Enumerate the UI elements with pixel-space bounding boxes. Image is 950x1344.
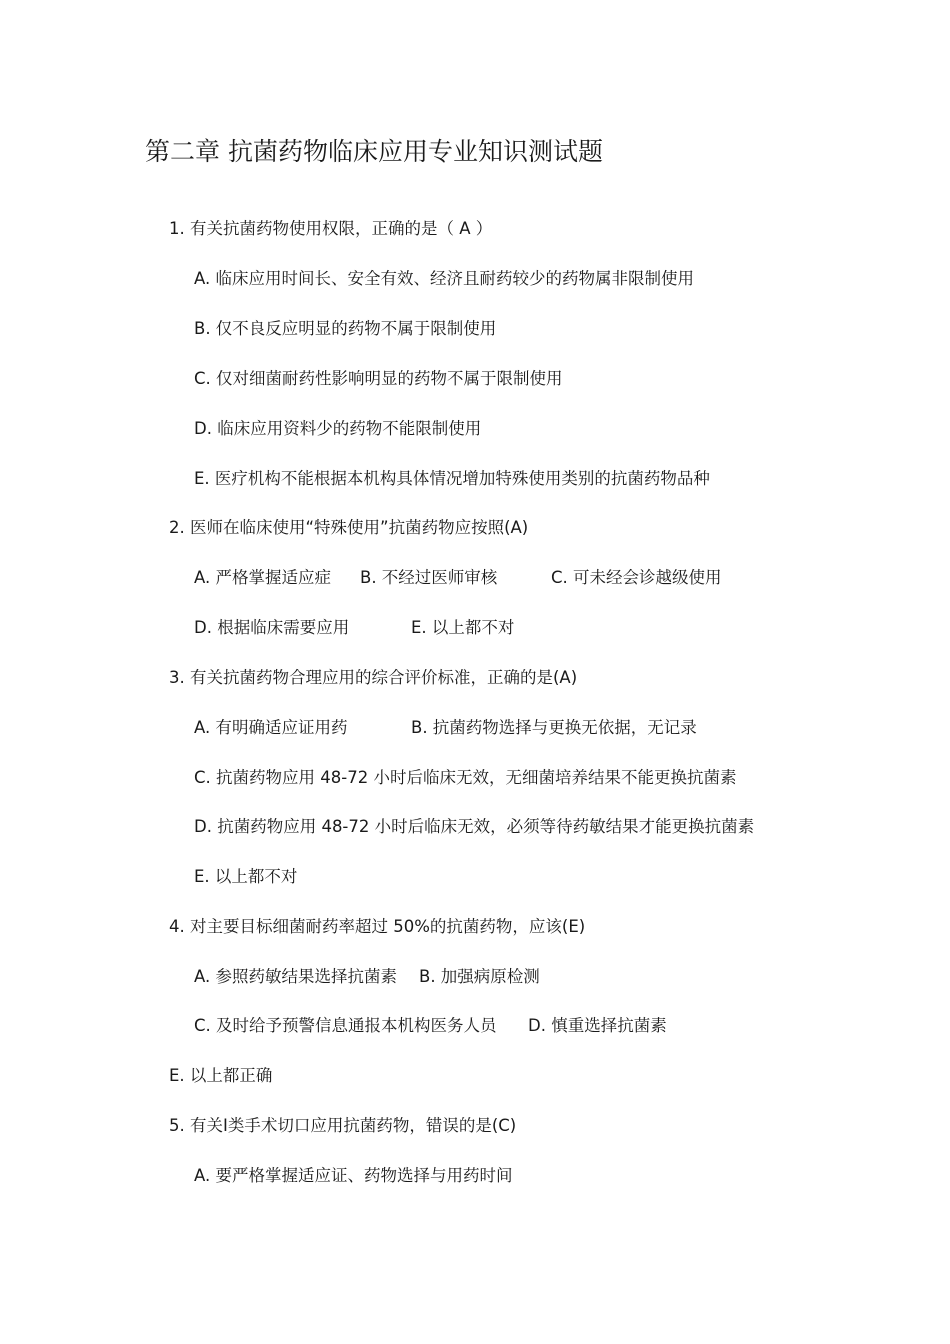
- question-2-options-row-2: [0, 616, 950, 640]
- question-1-option-a: A. 临床应用时间长、安全有效、经济且耐药较少的药物属非限制使用: [194, 269, 694, 288]
- question-4-options-row-2: [0, 1014, 950, 1038]
- question-5-stem: 5. 有关Ⅰ类手术切口应用抗菌药物，错误的是(C): [169, 1116, 517, 1135]
- question-2-option-b: B. 不经过医师审核: [360, 568, 498, 587]
- question-4-option-e: E. 以上都正确: [169, 1066, 273, 1085]
- question-3-option-a: A. 有明确适应证用药: [194, 718, 348, 737]
- question-1-stem: 1. 有关抗菌药物使用权限，正确的是（ A ）: [169, 219, 493, 238]
- question-1-option-d: D. 临床应用资料少的药物不能限制使用: [194, 419, 482, 438]
- question-5-option-a: A. 要严格掌握适应证、药物选择与用药时间: [194, 1166, 513, 1185]
- question-1-option-c: C. 仅对细菌耐药性影响明显的药物不属于限制使用: [194, 369, 563, 388]
- question-3-stem: 3. 有关抗菌药物合理应用的综合评价标准，正确的是(A): [169, 668, 578, 687]
- question-2-stem: 2. 医师在临床使用“特殊使用”抗菌药物应按照(A): [169, 518, 529, 537]
- question-2-option-c: C. 可未经会诊越级使用: [551, 568, 722, 587]
- question-3-options-row-1: [0, 716, 950, 740]
- question-2-option-d: D. 根据临床需要应用: [194, 618, 350, 637]
- question-4-option-c: C. 及时给予预警信息通报本机构医务人员: [194, 1016, 497, 1035]
- question-1-option-e: E. 医疗机构不能根据本机构具体情况增加特殊使用类别的抗菌药物品种: [194, 469, 710, 488]
- question-2-options-row-1: [0, 566, 950, 590]
- question-4-option-d: D. 慎重选择抗菌素: [528, 1016, 667, 1035]
- question-4-options-row-1: [0, 965, 950, 989]
- question-1-option-b: B. 仅不良反应明显的药物不属于限制使用: [194, 319, 497, 338]
- question-4-stem: 4. 对主要目标细菌耐药率超过 50%的抗菌药物，应该(E): [169, 917, 586, 936]
- page-title: 第二章 抗菌药物临床应用专业知识测试题: [145, 137, 603, 166]
- question-3-option-c: C. 抗菌药物应用 48-72 小时后临床无效，无细菌培养结果不能更换抗菌素: [194, 768, 737, 787]
- question-4-option-b: B. 加强病原检测: [419, 967, 540, 986]
- question-3-option-e: E. 以上都不对: [194, 867, 298, 886]
- question-2-option-a: A. 严格掌握适应症: [194, 568, 331, 587]
- question-3-option-b: B. 抗菌药物选择与更换无依据，无记录: [411, 718, 697, 737]
- question-2-option-e: E. 以上都不对: [411, 618, 515, 637]
- question-3-option-d: D. 抗菌药物应用 48-72 小时后临床无效，必须等待药敏结果才能更换抗菌素: [194, 817, 755, 836]
- question-4-option-a: A. 参照药敏结果选择抗菌素: [194, 967, 397, 986]
